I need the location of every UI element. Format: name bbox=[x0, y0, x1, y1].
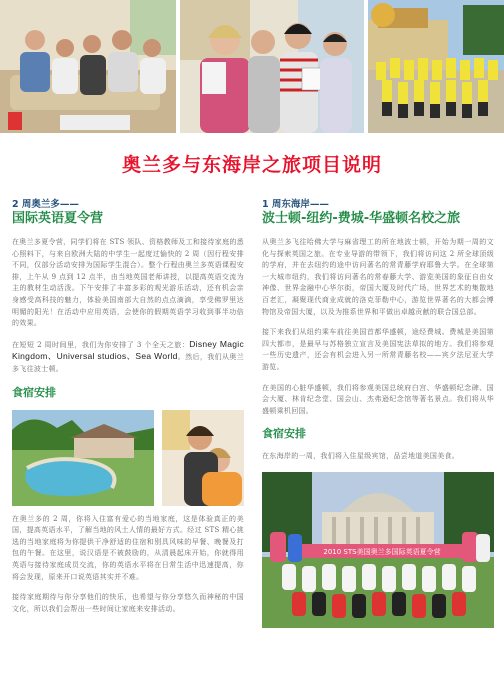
photo-pool-house bbox=[12, 410, 154, 506]
theme-park-list: Disney Magic Kingdom、Universal studios、Sea World bbox=[12, 338, 244, 362]
photo-host-family bbox=[0, 0, 176, 133]
orlando-heading: 国际英语夏令营 bbox=[12, 211, 104, 226]
orlando-paragraph-2-suffix: 。然后，我们从奥兰多飞往波士顿。 bbox=[12, 353, 244, 373]
orlando-homestay-paragraph: 在奥兰多的 2 周，你将入住富有爱心的当地家庭，这是体验真正的美国，提高英语水平，了解当地的风土人情的最好方式。经过 STS 精心挑选的当地家庭将为你提供干净舒适的住宿和别具风味的早餐、晚餐及打包的午餐。在这里，说汉语是不被鼓励的，从清晨起床开始，你就得用英语与接待家庭成员交流，你的英语水平将在日常生活中迅速提高，你将会发现，原来开口说英语其实并不难。 bbox=[12, 514, 244, 581]
orlando-weeks-label: 2 周奥兰多—— bbox=[12, 199, 79, 210]
orlando-column bbox=[12, 198, 244, 624]
page-title: 奥兰多与东海岸之旅项目说明 bbox=[121, 154, 382, 176]
homestay-photos bbox=[12, 410, 244, 506]
photo-group-theme-park bbox=[368, 0, 504, 133]
photo-teacher-students bbox=[180, 0, 364, 133]
orlando-homestay-heading: 食宿安排 bbox=[12, 385, 56, 399]
east-coast-column bbox=[262, 198, 494, 628]
orlando-paragraph-2-prefix: 在短短 2 周时间里，我们为你安排了 3 个全天之旅： bbox=[12, 340, 190, 349]
east-coast-paragraph-3: 在美国的心脏华盛顿，我们将参观美国总统府白宫、华盛顿纪念碑、国会大厦、林肯纪念堂、国会山、杰弗逊纪念馆等著名景点。我们将从华盛顿乘机回国。 bbox=[262, 383, 494, 415]
east-coast-paragraph-2: 接下来我们从纽约乘车前往美国首都华盛顿，途经费城。费城是美国第四大都市，是最早与苏格独立宣言及美国宪法草拟的地方。我们将参观一些历史遗产，还会有机会进入另一所常青藤名校——宾夕法尼亚大学游览。 bbox=[262, 328, 494, 371]
photo-mit-group bbox=[262, 472, 494, 628]
east-coast-homestay-heading: 食宿安排 bbox=[262, 427, 306, 441]
orlando-paragraph-2 bbox=[12, 339, 244, 376]
east-coast-homestay-paragraph: 在东海岸的一周，我们将入住星级宾馆，品尝地道美国美食。 bbox=[262, 452, 460, 461]
group-banner-text: 2010 STS美国奥兰多国际英语夏令营 bbox=[323, 547, 441, 556]
east-coast-paragraph-1: 从奥兰多飞往哈佛大学与麻省理工的所在地波士顿，开始为期一周的文化与探索英国之旅。在专业导游的带领下，我们将访问这 2 所全球顶级的学府，并在去纽约的途中访问著名的常青藤学府耶鲁大学。在全球第一大城市纽约，我们将访问著名的常春藤大学、游览美国的象征自由女神像、世界金融中心华尔街，帝国大厦及时代广场，世界艺术的集散地百老汇，凝聚现代商业成就的洛克菲勒中心，游览世界著名的大都会博物馆及帝国大厦，以及为推系世界和平做出卓越贡献的联合国总部。 bbox=[262, 238, 494, 316]
orlando-paragraph-1: 在奥兰多夏令营，同学们将在 STS 领队、资格教师及工和接待家庭的悉心照料下，与来自欧洲大陆的中学生一起度过愉快的 2 周（因行程安排不同，仅部分活动安排为国际学生混合）。整个行程由奥兰多英语课程安排，上午从 9 点到 12 点半，由当地英国老师讲授，以提高英语交流为主的教材生动活泼。下午安排了丰富多彩的观光游乐活动，还有机会亲身感受高科技的魅力，体验美国南部大自然的点点滴滴，享受佛罗里达明媚的阳光！在活动中应用英语，会使你的假期英语学习收到事半功倍的效果。 bbox=[12, 238, 244, 328]
east-coast-weeks-label: 1 周东海岸—— bbox=[262, 199, 329, 210]
east-coast-heading: 波士顿-纽约-费城-华盛顿名校之旅 bbox=[262, 211, 461, 226]
photo-host-mother bbox=[162, 410, 244, 506]
orlando-host-family-paragraph: 接待家庭期待与你分享他们的快乐，也希望与你分享悠久而神秘的中国文化，所以我们会帮出一些时间让家庭来安排活动。 bbox=[12, 593, 244, 613]
